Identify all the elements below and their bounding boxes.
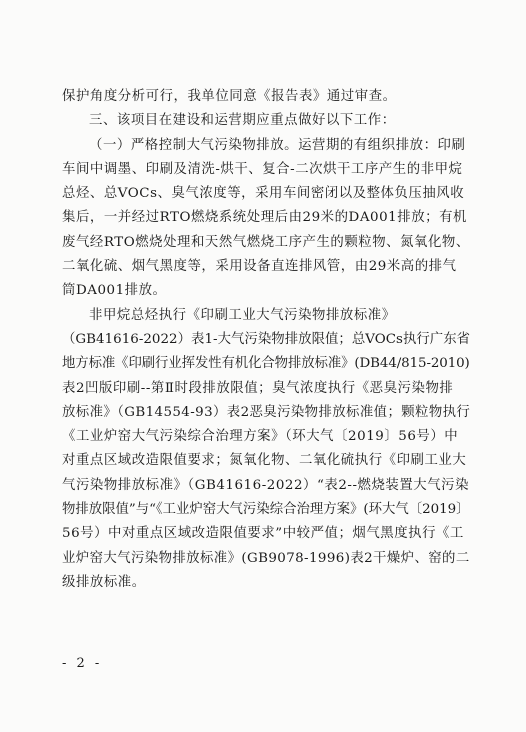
text-line: 气污染物排放标准》（GB41616-2022）“表2--燃烧装置大气污染 bbox=[62, 477, 470, 493]
text-line: 二氧化硫、烟气黑度等，采用设备直连排风管，由29米高的排气 bbox=[62, 259, 457, 275]
text-line: 业炉窑大气污染物排放标准》(GB9078-1996)表2干燥炉、窑的二 bbox=[62, 550, 470, 566]
text-line: 废气经RTO燃烧处理和天然气燃烧工序产生的颗粒物、氮氧化物、 bbox=[62, 234, 470, 250]
text-line: 物排放限值”与“《工业炉窑大气污染综合治理方案》(环大气〔2019〕 bbox=[62, 502, 470, 518]
text-line: （GB41616-2022）表1-大气污染物排放限值；总VOCs执行广东省 bbox=[62, 331, 471, 347]
text-line: 地方标准《印刷行业挥发性有机化合物排放标准》(DB44/815-2010) bbox=[62, 356, 470, 372]
text-line: 非甲烷总烃执行《印刷工业大气污染物排放标准》 bbox=[89, 307, 396, 323]
text-line: 筒DA001排放。 bbox=[62, 283, 167, 299]
text-line: 表2凹版印刷--第Ⅱ时段排放限值；臭气浓度执行《恶臭污染物排 bbox=[62, 380, 454, 396]
text-line: 总烃、总VOCs、臭气浓度等，采用车间密闭以及整体负压抽风收 bbox=[62, 186, 465, 202]
text-line: 级排放标准。 bbox=[62, 574, 146, 590]
text-line: 《工业炉窑大气污染综合治理方案》（环大气〔2019〕56号）中 bbox=[62, 429, 459, 445]
page-number: - 2 - bbox=[62, 656, 103, 671]
text-line: 放标准》（GB14554-93）表2恶臭污染物排放标准值；颗粒物执行 bbox=[62, 404, 471, 420]
text-line: 车间中调墨、印刷及清洗-烘干、复合-二次烘干工序产生的非甲烷 bbox=[62, 161, 463, 177]
text-line: 集后，一并经过RTO燃烧系统处理后由29米的DA001排放；有机 bbox=[62, 210, 467, 226]
text-line: 56号）中对重点区域改造限值要求”中较严值；烟气黑度执行《工 bbox=[62, 526, 464, 542]
text-line: 保护角度分析可行，我单位同意《报告表》通过审查。 bbox=[62, 89, 397, 104]
document-body bbox=[62, 85, 470, 595]
text-line: 三、该项目在建设和运营期应重点做好以下工作： bbox=[89, 113, 396, 129]
text-line: 对重点区域改造限值要求；氮氧化物、二氧化硫执行《印刷工业大 bbox=[62, 453, 467, 469]
text-line: （一）严格控制大气污染物排放。运营期的有组织排放：印刷 bbox=[89, 137, 466, 153]
